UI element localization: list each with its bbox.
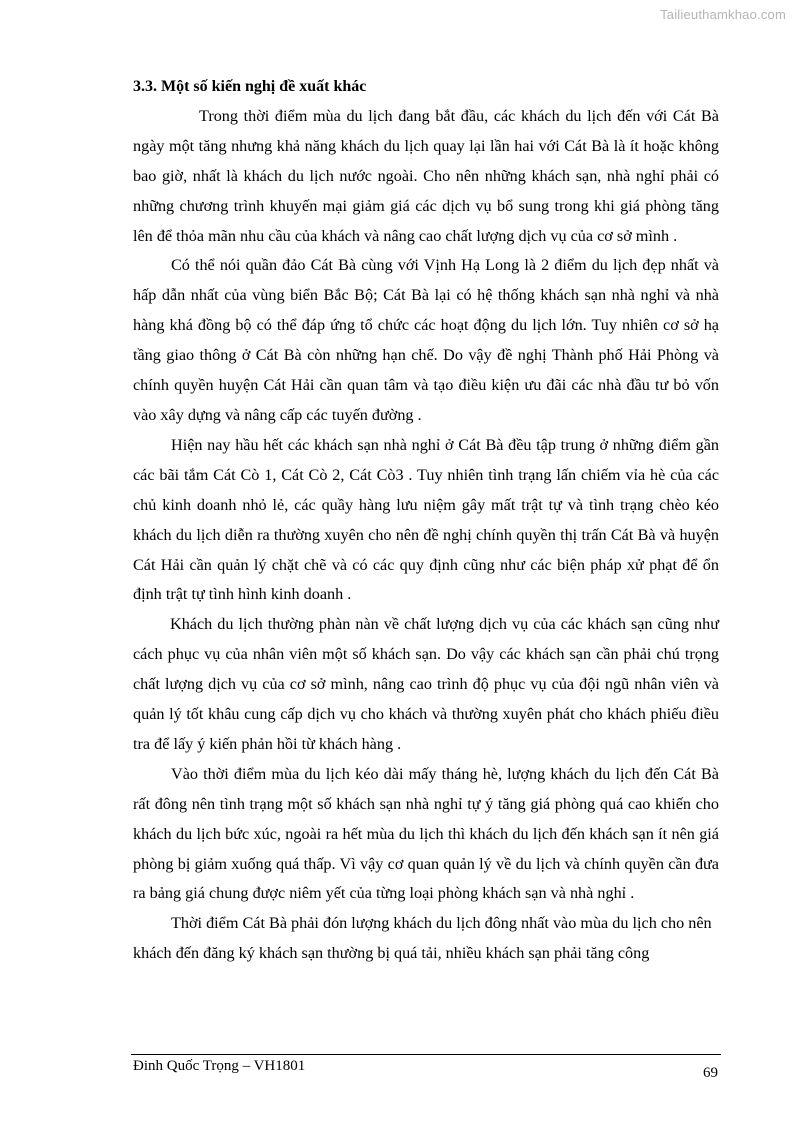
paragraph-4: Khách du lịch thường phàn nàn về chất lượng dịch vụ của các khách sạn cũng như cách phục vụ của nhân viên một số khách sạn. Do vậy các khách sạn cần phải chú trọng chất lượng dịch vụ của cơ sở mình, nâng cao trình độ phục vụ của đội ngũ nhân viên và quản lý tốt khâu cung cấp dịch vụ cho khách và thường xuyên phát cho khách phiếu điều tra để lấy ý kiến phản hồi từ khách hàng . bbox=[133, 615, 719, 753]
footer-author: Đinh Quốc Trọng – VH1801 bbox=[133, 1058, 306, 1074]
footer-divider bbox=[131, 1054, 721, 1055]
paragraph-3: Hiện nay hầu hết các khách sạn nhà nghỉ ở Cát Bà đều tập trung ở những điểm gần các bãi tắm Cát Cò 1, Cát Cò 2, Cát Cò3 . Tuy nhiên tình trạng lấn chiếm vỉa hè của các chủ kinh doanh nhỏ lẻ, các quầy hàng lưu niệm gây mất trật tự và tình trạng chèo kéo khách du lịch diễn ra thường xuyên cho nên đề nghị chính quyền thị trấn Cát Bà và huyện Cát Hải cần quản lý chặt chẽ và có các quy định cũng như các biện pháp xử phạt để ổn định trật tự tình hình kinh doanh . bbox=[133, 435, 719, 604]
paragraph-6: Thời điểm Cát Bà phải đón lượng khách du lịch đông nhất vào mùa du lịch cho nên khách đến đăng ký khách sạn thường bị quá tải, nhiều khách sạn phải tăng công bbox=[133, 914, 712, 963]
paragraph-1: Trong thời điểm mùa du lịch đang bắt đầu, các khách du lịch đến với Cát Bà ngày một tăng nhưng khả năng khách du lịch quay lại lần hai với Cát Bà là ít hoặc không bao giờ, nhất là khách du lịch nước ngoài. Cho nên những khách sạn, nhà nghỉ phải có những chương trình khuyến mại giảm giá các dịch vụ bổ sung trong khi giá phòng tăng lên để thỏa mãn nhu cầu của khách và nâng cao chất lượng dịch vụ của cơ sở mình . bbox=[133, 106, 719, 245]
paragraph-5: Vào thời điểm mùa du lịch kéo dài mấy tháng hè, lượng khách du lịch đến Cát Bà rất đông nên tình trạng một số khách sạn nhà nghỉ tự ý tăng giá phòng quá cao khiến cho khách du lịch bức xúc, ngoài ra hết mùa du lịch thì khách du lịch đến khách sạn ít nên giá phòng bị giảm xuống quá thấp. Vì vậy cơ quan quản lý về du lịch và chính quyền cần đưa ra bảng giá chung được niêm yết của từng loại phòng khách sạn và nhà nghỉ . bbox=[133, 764, 719, 903]
section-heading: 3.3. Một số kiến nghị đề xuất khác bbox=[133, 78, 367, 95]
watermark: Tailieuthamkhao.com bbox=[660, 7, 786, 22]
page-number: 69 bbox=[703, 1065, 718, 1081]
paragraph-2: Có thể nói quần đảo Cát Bà cùng với Vịnh Hạ Long là 2 điểm du lịch đẹp nhất và hấp dẫn nhất của vùng biển Bắc Bộ; Cát Bà lại có hệ thống khách sạn nhà nghỉ và nhà hàng khá đồng bộ có thể đáp ứng tổ chức các hoạt động du lịch lớn. Tuy nhiên cơ sở hạ tầng giao thông ở Cát Bà còn những hạn chế. Do vậy đề nghị Thành phố Hải Phòng và chính quyền huyện Cát Hải cần quan tâm và tạo điều kiện ưu đãi các nhà đầu tư bỏ vốn vào xây dựng và nâng cấp các tuyến đường . bbox=[133, 256, 719, 424]
document-body bbox=[133, 72, 719, 969]
